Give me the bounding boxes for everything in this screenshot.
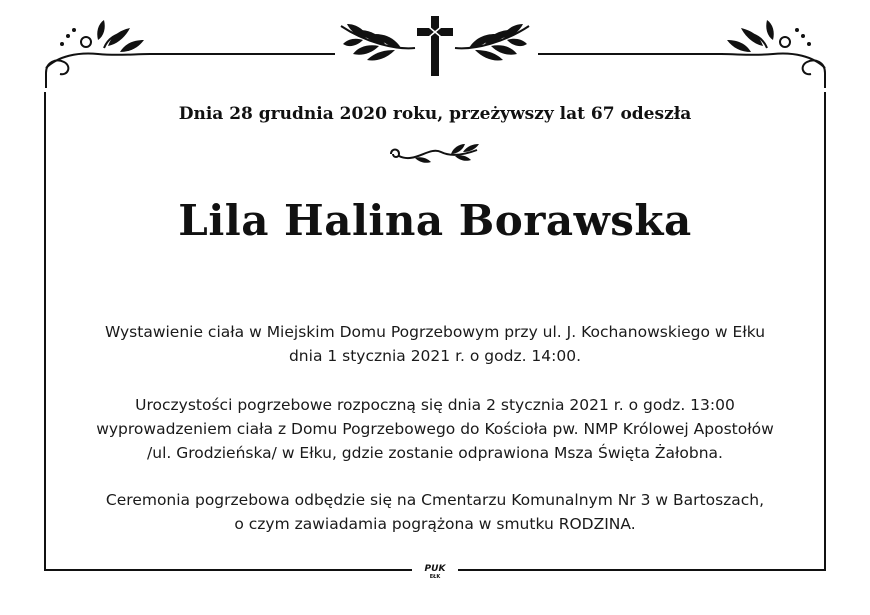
paragraph-line: Ceremonia pogrzebowa odbędzie się na Cmentarzu Komunalnym Nr 3 w Bartoszach, (105, 491, 765, 509)
deceased-name: Lila Halina Borawska (178, 196, 692, 245)
burial-paragraph (40, 488, 830, 536)
viewing-paragraph (40, 320, 830, 368)
swirl-leaf-divider-icon (385, 142, 485, 166)
bottom-border-right (458, 569, 826, 571)
death-date-headline: Dnia 28 grudnia 2020 roku, przeżywszy lat 67 odeszła (178, 104, 692, 124)
paragraph-line: o czym zawiadamia pogrążona w smutku RODZINA. (234, 515, 636, 533)
floral-corner-right-icon (718, 18, 833, 88)
paragraph-line: wyprowadzeniem ciała z Domu Pogrzebowego do Kościoła pw. NMP Królowej Apostołów (96, 420, 774, 438)
puk-logo (416, 564, 454, 580)
bottom-border-left (44, 569, 412, 571)
cross-with-laurel-icon (335, 12, 535, 78)
paragraph-line: Wystawienie ciała w Miejskim Domu Pogrzebowym przy ul. J. Kochanowskiego w Ełku (104, 323, 766, 341)
floral-corner-left-icon (38, 18, 153, 88)
logo-sub-text: EŁK (429, 574, 441, 580)
top-border-left (150, 53, 335, 55)
paragraph-line: dnia 1 stycznia 2021 r. o godz. 14:00. (288, 347, 582, 365)
funeral-ceremony-paragraph (40, 393, 830, 465)
top-border-right (538, 53, 723, 55)
paragraph-line: Uroczystości pogrzebowe rozpoczną się dnia 2 stycznia 2021 r. o godz. 13:00 (135, 396, 735, 414)
logo-main-text: PUK (424, 564, 446, 574)
paragraph-line: /ul. Grodzieńska/ w Ełku, gdzie zostanie odprawiona Msza Święta Żałobna. (147, 444, 723, 462)
